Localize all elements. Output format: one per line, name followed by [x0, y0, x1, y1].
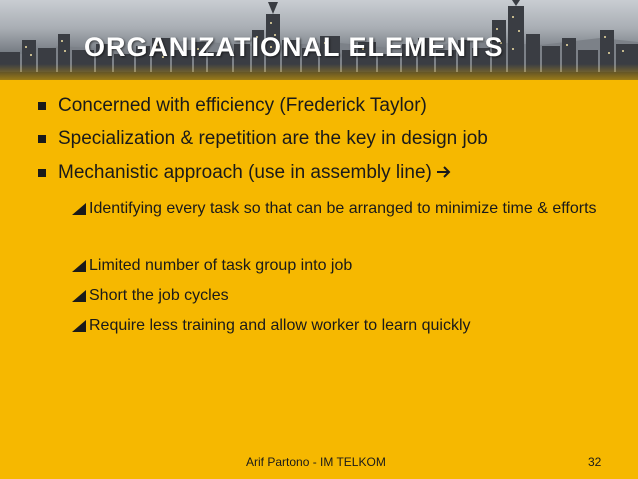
- bullet-text: Concerned with efficiency (Frederick Taylor): [58, 95, 427, 116]
- bullet-text: Mechanistic approach (use in assembly line): [58, 162, 432, 183]
- triangle-bullet-icon: [72, 320, 86, 332]
- triangle-bullet-icon: [72, 203, 86, 215]
- triangle-bullet-icon: [72, 260, 86, 272]
- right-arrow-icon: [436, 164, 452, 180]
- sub-bullet-text: Short the job cycles: [89, 287, 229, 304]
- square-bullet-icon: [38, 135, 46, 143]
- header-banner: [0, 0, 638, 80]
- sub-bullet-text: Require less training and allow worker to learn quickly: [89, 317, 471, 334]
- sub-bullet-item: [72, 315, 602, 337]
- bullet-text-wrapper: [58, 161, 452, 185]
- sub-bullet-text: Identifying every task so that can be arranged to minimize time & efforts: [89, 200, 597, 217]
- sub-bullet-item: [72, 255, 602, 277]
- bullet-text: Specialization & repetition are the key in design job: [58, 128, 488, 149]
- page-number: 32: [588, 455, 602, 469]
- sub-bullet-text: Limited number of task group into job: [89, 257, 353, 274]
- triangle-bullet-icon: [72, 290, 86, 302]
- footer-author: Arif Partono - IM TELKOM: [246, 455, 386, 469]
- square-bullet-icon: [38, 169, 46, 177]
- sub-bullet-item: [72, 198, 602, 220]
- slide-title: ORGANIZATIONAL ELEMENTS: [84, 32, 504, 62]
- header-fade: [0, 64, 638, 80]
- square-bullet-icon: [38, 102, 46, 110]
- sub-bullet-item: [72, 285, 602, 307]
